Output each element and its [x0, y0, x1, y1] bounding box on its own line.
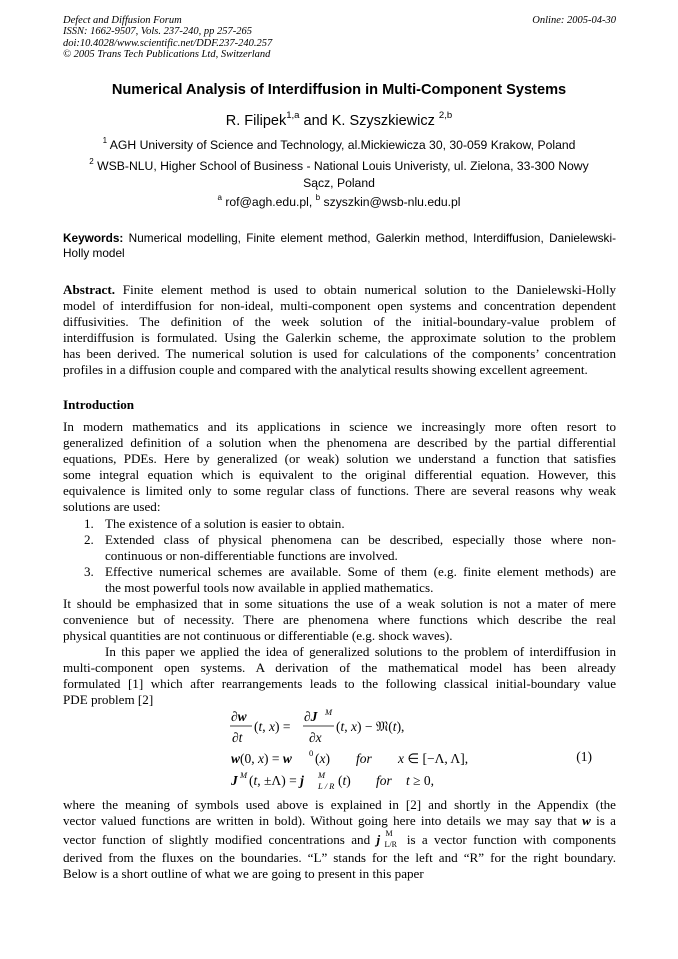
email-b: szyszkin@wsb-nlu.edu.pl	[320, 195, 461, 209]
text-line: PDE problem [2]	[63, 692, 154, 708]
abstract-line: model of interdiffusion for non-ideal, multi-component open systems and concentration dependent	[63, 298, 616, 314]
svg-text:M: M	[325, 709, 333, 717]
svg-text:(t): (t)	[338, 773, 351, 788]
abstract-line: interdiffusion is formulated. Using the Galerkin scheme, the approximate solution to the problem	[63, 330, 616, 346]
emails	[40, 194, 638, 211]
aff1-sup: 1	[102, 136, 108, 146]
affiliation-2	[40, 158, 638, 192]
reasons-list	[63, 516, 616, 596]
section-heading-introduction: Introduction	[63, 397, 135, 412]
text-span: vector valued functions are written in bold). Without going here into details we may say that	[63, 813, 583, 829]
svg-text:for: for	[356, 751, 372, 766]
text-span: is a	[590, 813, 616, 829]
intro-paragraph-1	[63, 419, 616, 516]
abstract	[63, 282, 616, 379]
author-1-sup: 1,a	[286, 110, 300, 122]
svg-text:0: 0	[309, 748, 314, 758]
svg-text:w(0, x) = w: w(0, x) = w	[231, 751, 292, 766]
svg-text:∂t: ∂t	[232, 730, 243, 745]
svg-text:J: J	[231, 773, 238, 788]
svg-text:∂x: ∂x	[309, 730, 322, 745]
journal-header	[63, 15, 616, 61]
text-span: is a vector function with components	[400, 832, 616, 848]
equation-number: (1)	[576, 749, 592, 764]
text-line: The existence of a solution is easier to obtain.	[105, 516, 345, 531]
intro-paragraph-3	[63, 644, 616, 708]
keywords	[63, 231, 616, 260]
svg-text:∂J: ∂J	[304, 709, 318, 724]
doi: doi:10.4028/www.scientific.net/DDF.237-240.257	[63, 37, 273, 49]
author-2: K. Szyszkiewicz	[331, 113, 439, 129]
text-line: In this paper we applied the idea of generalized solutions to the problem of interdiffusion in	[105, 644, 616, 659]
journal-name: Defect and Diffusion Forum	[63, 15, 182, 26]
text-line: convenience but of necessity. There are phenomena where functions which describe the real	[63, 612, 616, 628]
text-line: where the meaning of symbols used above is explained in [2] and shortly in the Appendix (the	[63, 797, 616, 812]
list-number: 1.	[84, 516, 94, 531]
text-line: solutions are used:	[63, 499, 161, 515]
svg-text:M: M	[318, 770, 326, 780]
abstract-label: Abstract.	[63, 282, 115, 297]
text-line: continuous or non-differentiable functions are involved.	[105, 548, 398, 564]
email-b-sup: b	[315, 193, 321, 203]
email-a-sup: a	[217, 193, 222, 203]
aff1-text: AGH University of Science and Technology, al.Mickiewicza 30, 30-059 Krakow, Poland	[107, 138, 576, 152]
paper-title: Numerical Analysis of Interdiffusion in Multi-Component Systems	[111, 82, 567, 98]
list-number: 2.	[84, 532, 94, 548]
authors-and: and	[299, 113, 332, 129]
text-line: formulated [1] which after rearrangements leads to the following classical initial-boundary value	[63, 676, 616, 692]
abstract-line: has been derived. The numerical solution is used for calculations of the components’ concentration	[63, 346, 616, 362]
abstract-line: diffusivities. The definition of the week solution of the initial-boundary-value problem of	[63, 314, 616, 330]
equation-1	[230, 709, 616, 799]
svg-text:(t, x) =: (t, x) =	[254, 719, 291, 734]
text-line: It should be emphasized that in some situations the use of a weak solution is not a mater of mere	[63, 596, 616, 611]
text-span: vector function of slightly modified concentrations and	[63, 832, 377, 848]
text-line: Below is a short outline of what we are going to present in this paper	[63, 866, 424, 882]
aff2-line1: WSB-NLU, Higher School of Business - National Louis Univeristy, ul. Zielona, 33-300 Nowy	[93, 159, 589, 173]
after-equation-paragraph	[63, 797, 616, 882]
affiliation-1	[40, 137, 638, 154]
abstract-line: Finite element method is used to obtain numerical solution to the Danielewski-Holly	[115, 282, 616, 297]
text-line: Effective numerical schemes are available. Some of them (e.g. finite element methods) are	[105, 564, 616, 580]
svg-text:x ∈ [−Λ, Λ],: x ∈ [−Λ, Λ],	[398, 751, 469, 766]
aff2-line2: Sącz, Poland	[303, 176, 375, 190]
text-line: physical quantities are not continuous or differentiable (e.g. shock waves).	[63, 628, 453, 644]
svg-text:(x): (x)	[315, 751, 330, 766]
svg-text:for: for	[376, 773, 392, 788]
abstract-line: profiles in a diffusion couple and compared with the analytical results showing excellent agreement.	[63, 362, 588, 378]
symbol-w: w	[582, 813, 591, 829]
intro-paragraph-2	[63, 596, 616, 644]
authors	[40, 110, 638, 129]
list-item	[63, 564, 616, 596]
author-2-sup: 2,b	[438, 110, 453, 122]
eq-partial: ∂w	[231, 709, 247, 724]
text-line: equivalence is limited only to some regular class of functions. There are several reasons why weak	[63, 483, 616, 499]
aff2-sup: 2	[89, 157, 94, 167]
list-item	[63, 516, 616, 532]
author-1: R. Filipek	[225, 113, 287, 129]
list-number: 3.	[84, 564, 94, 580]
text-line: some integral equation which is equivalent to the original differential equation. However, this	[63, 467, 616, 483]
text-line: In modern mathematics and its applications in science we increasingly more often resort to	[63, 419, 616, 434]
symbol-j-lr: j M L/R	[376, 829, 397, 850]
text-line	[63, 829, 616, 850]
text-line: derived from the fluxes on the boundaries. “L” stands for the left and “R” for the right boundary.	[63, 850, 616, 866]
online-date: Online: 2005-04-30	[532, 15, 616, 26]
issn: ISSN: 1662-9507, Vols. 237-240, pp 257-265	[63, 26, 252, 38]
text-line	[63, 813, 616, 829]
svg-text:(t, ±Λ) = j: (t, ±Λ) = j	[249, 773, 304, 788]
text-line: generalized definition of a solution when the phenomena are described by the partial differential	[63, 435, 616, 451]
keywords-text: Numerical modelling, Finite element method, Galerkin method, Interdiffusion, Danielewski-Holly model	[63, 231, 616, 260]
keywords-label: Keywords:	[63, 231, 124, 245]
svg-text:(t, x) − 𝔐(t),: (t, x) − 𝔐(t),	[336, 719, 405, 734]
list-item	[63, 532, 616, 564]
text-line: Extended class of physical phenomena can be described, especially those where non-	[105, 532, 616, 548]
svg-text:L / R: L / R	[318, 781, 335, 791]
text-line: equations, PDEs. Here by generalized (or weak) solution we understand a function that satisfies	[63, 451, 616, 467]
equation-graphic	[230, 709, 530, 799]
copyright: © 2005 Trans Tech Publications Ltd, Switzerland	[63, 49, 271, 61]
text-line: the most powerful tools now available in applied mathematics.	[105, 580, 434, 596]
svg-text:M: M	[240, 770, 248, 780]
svg-text:t ≥ 0,: t ≥ 0,	[406, 773, 435, 788]
text-line: multi-component open systems. A derivation of the mathematical model has been already	[63, 660, 616, 676]
email-a: rof@agh.edu.pl,	[221, 195, 316, 209]
